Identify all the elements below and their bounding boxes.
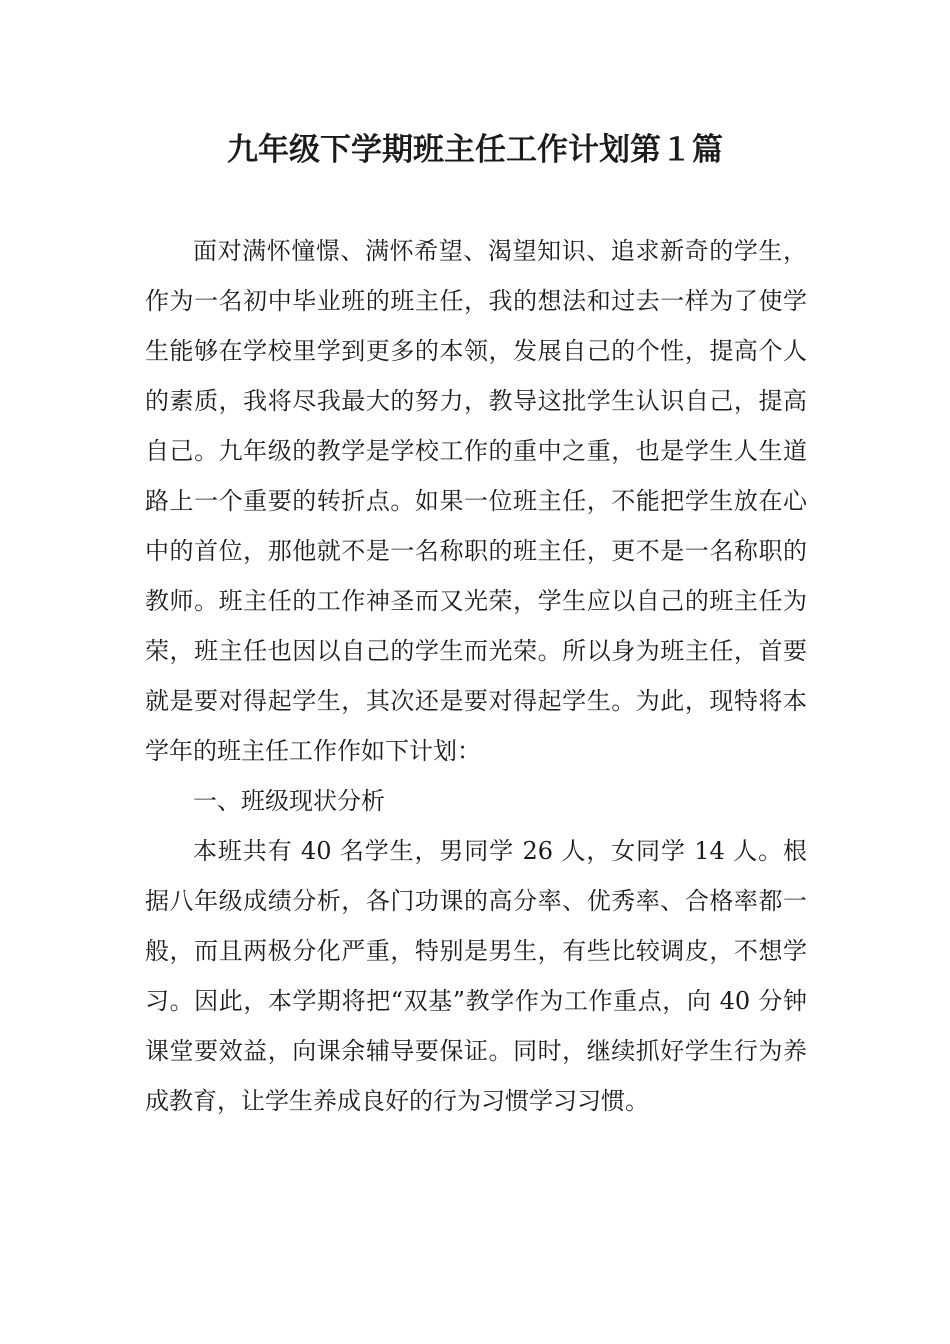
paragraph-class-status: 本班共有 40 名学生，男同学 26 人，女同学 14 人。根据八年级成绩分析，各门功课的高分率、优秀率、合格率都一般，而且两极分化严重，特别是男生，有些比较调皮，不想学习。因此，本学期将把“双基”教学作为工作重点，向 40 分钟课堂要效益，向课余辅导要保证。同时，继续抓好学生行为养成教育，让学生养成良好的行为习惯学习习惯。 — [145, 837, 807, 1115]
section-heading-class-status: 一、班级现状分析 — [193, 787, 385, 815]
document-body — [145, 226, 807, 1126]
paragraph-intro: 面对满怀憧憬、满怀希望、渴望知识、追求新奇的学生，作为一名初中毕业班的班主任，我的想法和过去一样为了使学生能够在学校里学到更多的本领，发展自己的个性，提高个人的素质，我将尽我最大的努力，教导这批学生认识自己，提高自己。九年级的教学是学校工作的重中之重，也是学生人生道路上一个重要的转折点。如果一位班主任，不能把学生放在心中的首位，那他就不是一名称职的班主任，更不是一名称职的教师。班主任的工作神圣而又光荣，学生应以自己的班主任为荣，班主任也因以自己的学生而光荣。所以身为班主任，首要就是要对得起学生，其次还是要对得起学生。为此，现特将本学年的班主任工作作如下计划： — [145, 237, 807, 765]
document-title: 九年级下学期班主任工作计划第１篇 — [227, 132, 723, 168]
